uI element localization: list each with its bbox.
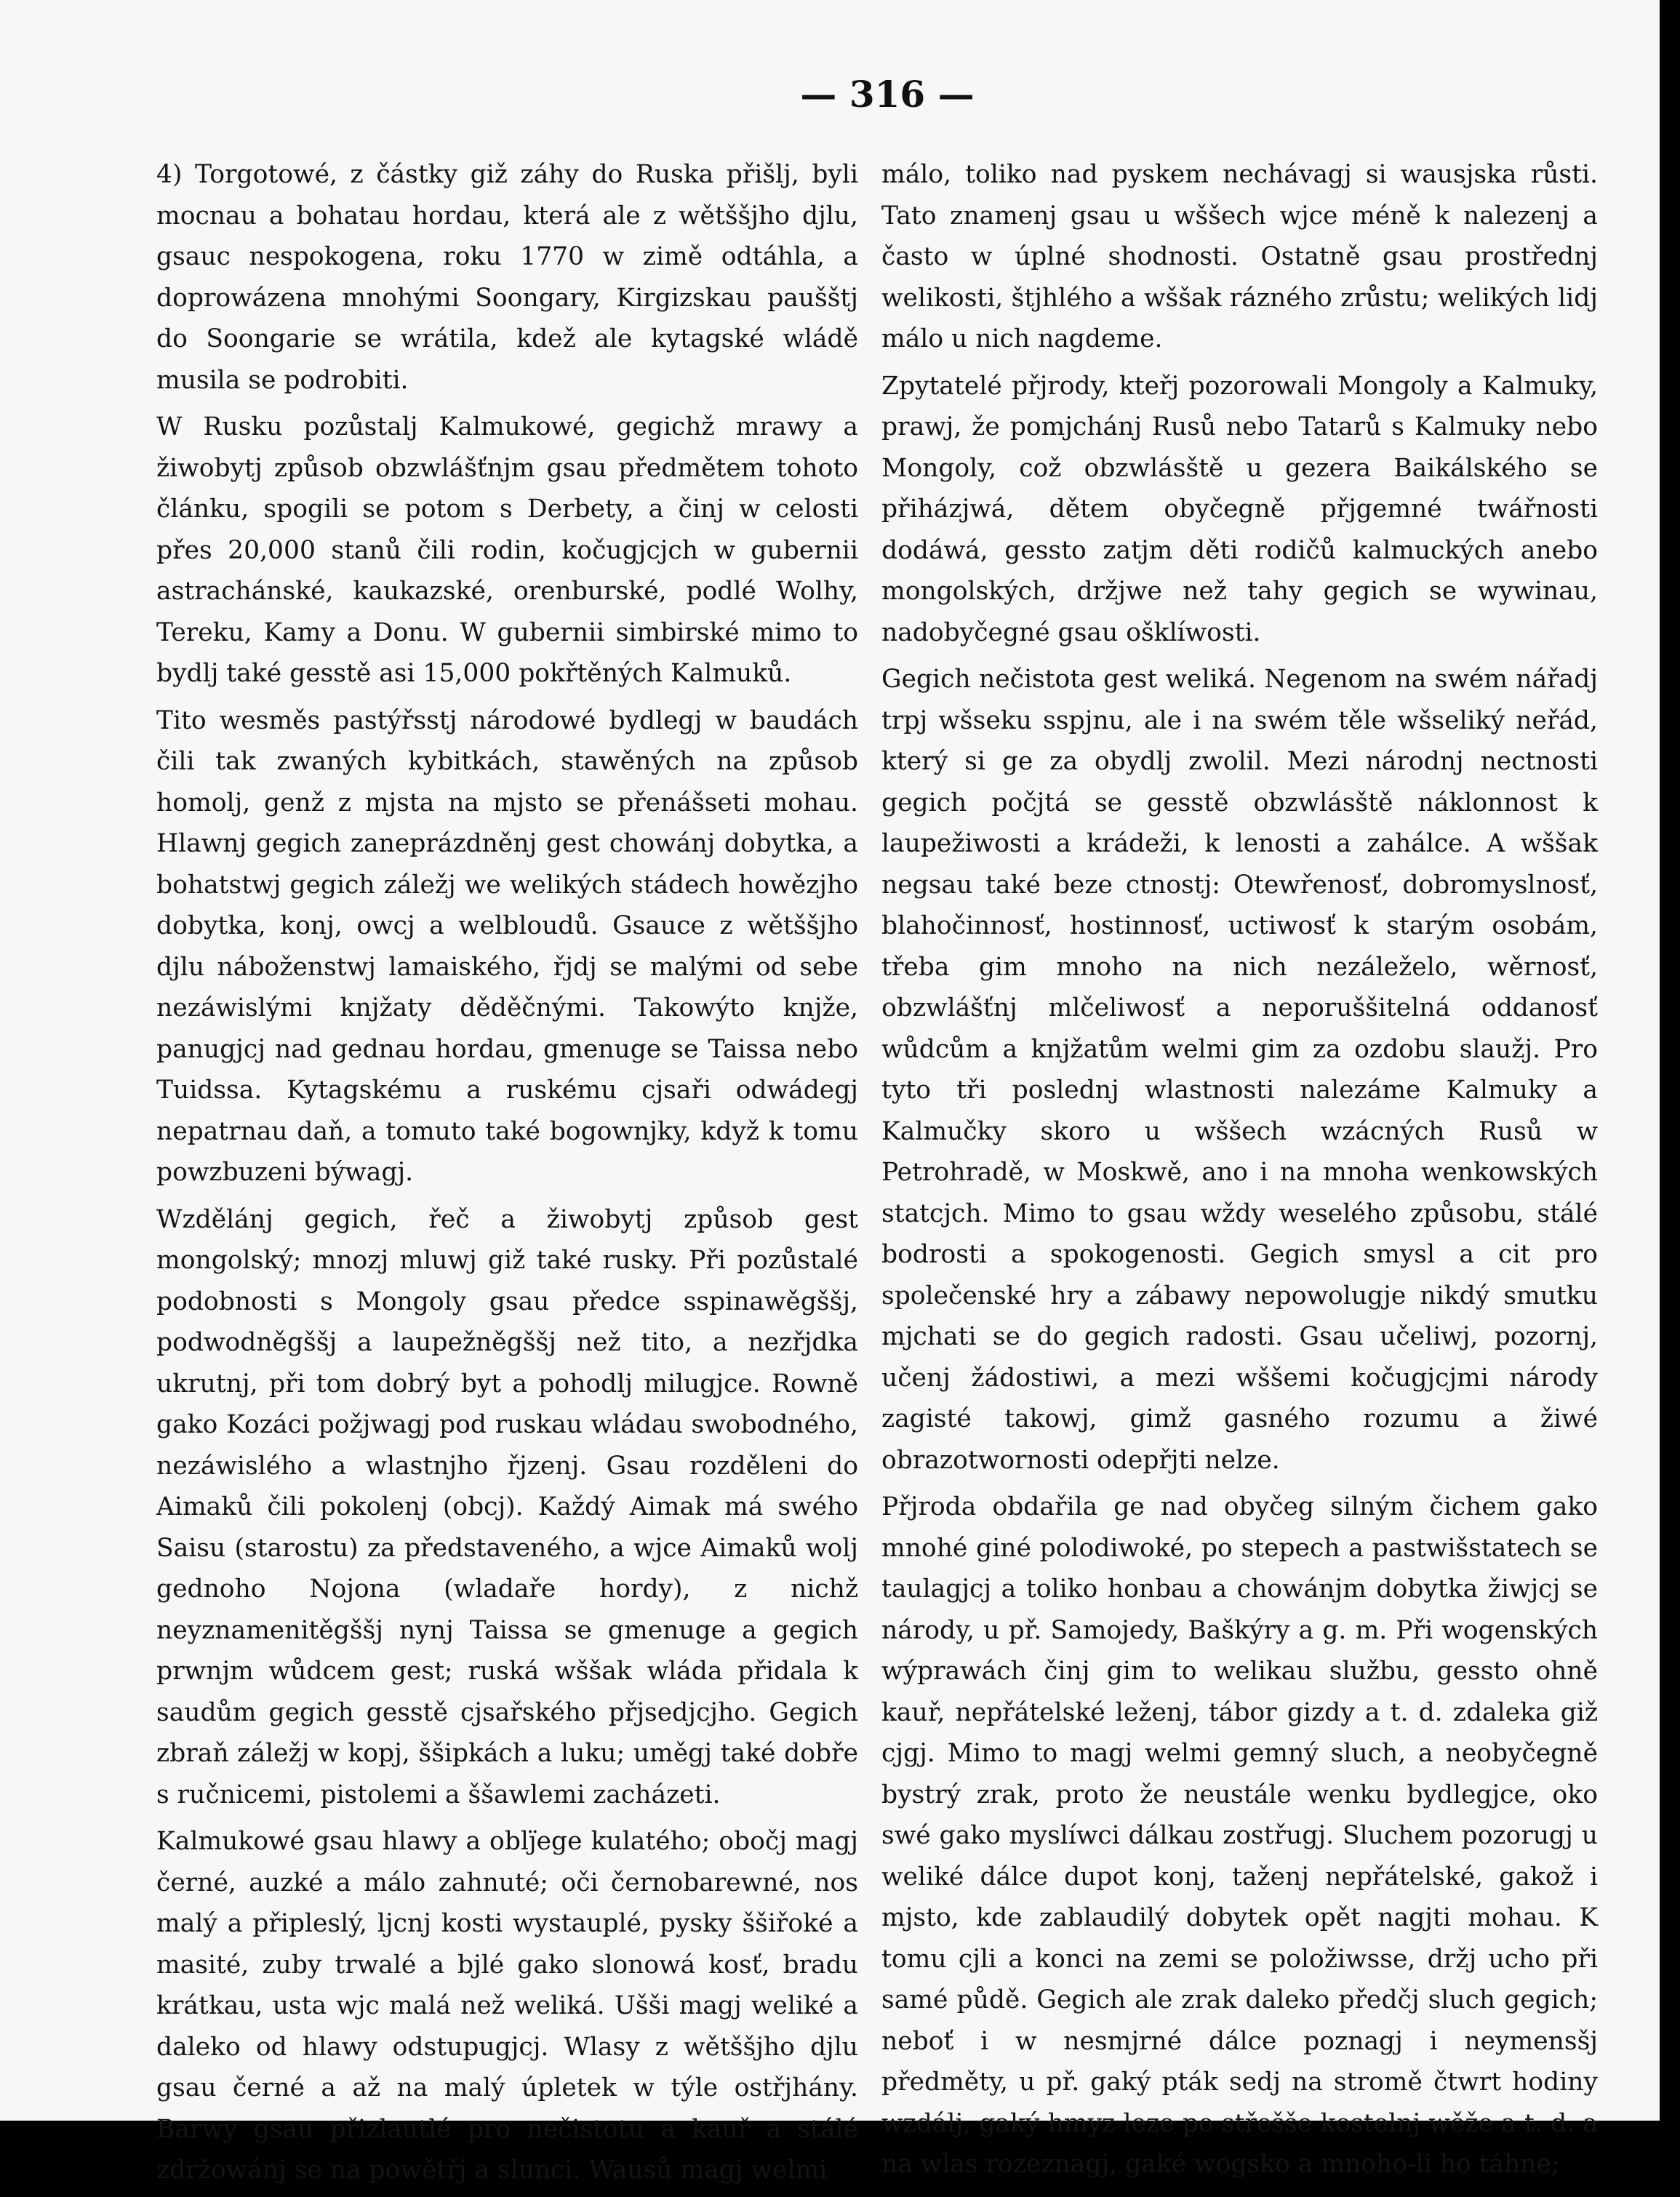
paragraph: Kalmukowé gsau hlawy a oblj̈ege kulatého; obočj magj černé, auzké a málo zahnuté; oči černobarewné, nos malý a připleslý, ljcnj kosti wystauplé, pysky ššiřoké a masité, zuby trwalé a bjlé gako slonowá kosť, bradu krátkau, usta wjc malá než weliká. Ušši magj weliké a daleko od hlawy odstupugjcj. Wlasy z wětššjho djlu gsau černé a až na malý úpletek w týle ostřjhány. Barwy gsau přizlautlé pro nečistotu a kauř a stálé zdržowánj se na powětřj a slunci. Wausů magj welmi: [156, 1827, 858, 2185]
paragraph: 4) Torgotowé, z částky giž záhy do Ruska přišlj, byli mocnau a bohatau hordau, která ale z wětššjho djlu, gsauc nespokogena, roku 1770 w zimě odtáhla, a doprowázena mnohými Soongary, Kirgizskau paušštj do Soongarie se wrátila, kdež ale kytagské wládě musila se podrobiti.: [156, 160, 858, 395]
scan-border: [1660, 0, 1680, 2121]
right-column: [881, 154, 1598, 2191]
paragraph: Wzdělánj gegich, řeč a žiwobytj způsob gest mongolský; mnozj mluwj giž také rusky. Při pozůstalé podobnosti s Mongoly gsau předce sspinawěgššj, podwodněgššj a laupežněgššj než tito, a nezřjdka ukrutnj, při tom dobrý byt a pohodlj milugjce. Rowně gako Kozáci požjwagj pod ruskau wládau swobodného, nezáwislého a wlastnjho řjzenj. Gsau rozděleni do Aimaků čili pokolenj (obcj). Každý Aimak má swého Saisu (starostu) za představeného, a wjce Aimaků wolj gednoho Nojona (wladaře hordy), z nichž neyznamenitěgššj nynj Taissa se gmenuge a gegich prwnjm wůdcem gest; ruská wššak wláda přidala k saudům gegich gesstě cjsařského přjsedjcjho. Gegich zbraň záležj w kopj, ššipkách a luku; uměgj také dobře s ručnicemi, pistolemi a ššawlemi zacházeti.: [156, 1204, 858, 1809]
paragraph: W Rusku pozůstalj Kalmukowé, gegichž mrawy a žiwobytj způsob obzwlášťnjm gsau předmětem tohoto článku, spogili se potom s Derbety, a činj w celosti přes 20,000 stanů čili rodin, kočugjcjch w gubernii astrachánské, kaukazské, orenburské, podlé Wolhy, Tereku, Kamy a Donu. W gubernii simbirské mimo to bydlj také gesstě asi 15,000 pokřtěných Kalmuků.: [156, 412, 858, 688]
page-number: — 316 —: [800, 73, 975, 116]
left-column: [156, 154, 858, 2197]
paragraph: Zpytatelé přjrody, kteřj pozorowali Mongoly a Kalmuky, prawj, že pomjchánj Rusů nebo Tatarů s Kalmuky nebo Mongoly, což obzwlásště u gezera Baikálského se přiházjwá, dětem obyčegně přjgemné twářnosti dodáwá, gessto zatjm děti rodičů kalmuckých anebo mongolských, držjwe než tahy gegich se wywinau, nadobyčegné gsau ošklíwosti.: [881, 371, 1598, 647]
paragraph: málo, toliko nad pyskem nechávagj si wausjska růsti. Tato znamenj gsau u wššech wjce méně k nalezenj a často w úplné shodnosti. Ostatně gsau prostřednj welikosti, štjhlého a wššak rázného zrůstu; welikých lidj málo u nich nagdeme.: [881, 160, 1598, 353]
paragraph: Gegich nečistota gest weliká. Negenom na swém nářadj trpj wšseku sspjnu, ale i na swém těle wšseliký neřád, který si ge za obydlj zwolil. Mezi národnj nectnosti gegich počjtá se gesstě obzwlásště náklonnost k laupežiwosti a krádeži, k lenosti a zahálce. A wššak negsau také beze ctnostj: Otewřenosť, dobromyslnosť, blahočinnosť, hostinnosť, uctiwosť k starým osobám, třeba gim mnoho na nich nezáleželo, wěrnosť, obzwlášťnj mlčeliwosť a neporuššitelná oddanosť wůdcům a knjžatům welmi gim za ozdobu slaužj. Pro tyto tři poslednj wlastnosti nalezáme Kalmuky a Kalmučky skoro u wššech wzácných Rusů w Petrohradě, w Moskwě, ano i na mnoha wenkowských statcjch. Mimo to gsau wždy weselého způsobu, stálé bodrosti a spokogenosti. Gegich smysl a cit pro společenské hry a zábawy nepowolugje nikdý smutku mjchati se do gegich radosti. Gsau učeliwj, pozornj, učenj žádostiwi, a mezi wššemi kočugjcjmi národy zagisté takowj, gimž gasného rozumu a žiwé obrazotwornosti odepřjti nelze.: [881, 665, 1598, 1475]
paragraph: Tito wesměs pastýřsstj národowé bydlegj w baudách čili tak zwaných kybitkách, stawěných na způsob homolj, genž z mjsta na mjsto se přenášseti mohau. Hlawnj gegich zaneprázdněnj gest chowánj dobytka, a bohatstwj gegich záležj we welikých stádech howězjho dobytka, konj, owcj a welbloudů. Gsauce z wětššjho djlu náboženstwj lamaiského, řjdj se malými od sebe nezáwislými knjžaty děděčnými. Takowýto knjže, panugjcj nad gednau hordau, gmenuge se Taissa nebo Tuidssa. Kytagskému a ruskému cjsaři odwádegj nepatrnau daň, a tomuto také bogownjky, když k tomu powzbuzeni býwagj.: [156, 705, 858, 1187]
paragraph: Přjroda obdařila ge nad obyčeg silným čichem gako mnohé giné polodiwoké, po stepech a pastwišstatech se taulagjcj a toliko honbau a chowánjm dobytka žiwjcj se národy, u př. Samojedy, Baškýry a g. m. Při wogenských wýprawách činj gim to welikau službu, gessto ohně kauř, nepřátelské leženj, tábor gizdy a t. d. zdaleka giž cjgj. Mimo to magj welmi gemný sluch, a neobyčegně bystrý zrak, proto že neustále wenku bydlegjce, oko swé gako myslíwci dálkau zostřugj. Sluchem pozorugj u weliké dálce dupot konj, taženj nepřátelské, gakož i mjsto, kde zablaudilý dobytek opět nagjti mohau. K tomu cjli a konci na zemi se položiwsse, držj ucho při samé půdě. Gegich ale zrak daleko předčj sluch gegich; neboť i w nesmjrné dálce poznagj i neymensšj předměty, u př. gaký pták sedj na stromě čtwrt hodiny wzdálj, gaký hmyz leze po střešše kostelnj wěže a t. d. a na wlas rozeznagj, gaké wogsko a mnoho-li ho táhne;: [881, 1492, 1598, 2179]
